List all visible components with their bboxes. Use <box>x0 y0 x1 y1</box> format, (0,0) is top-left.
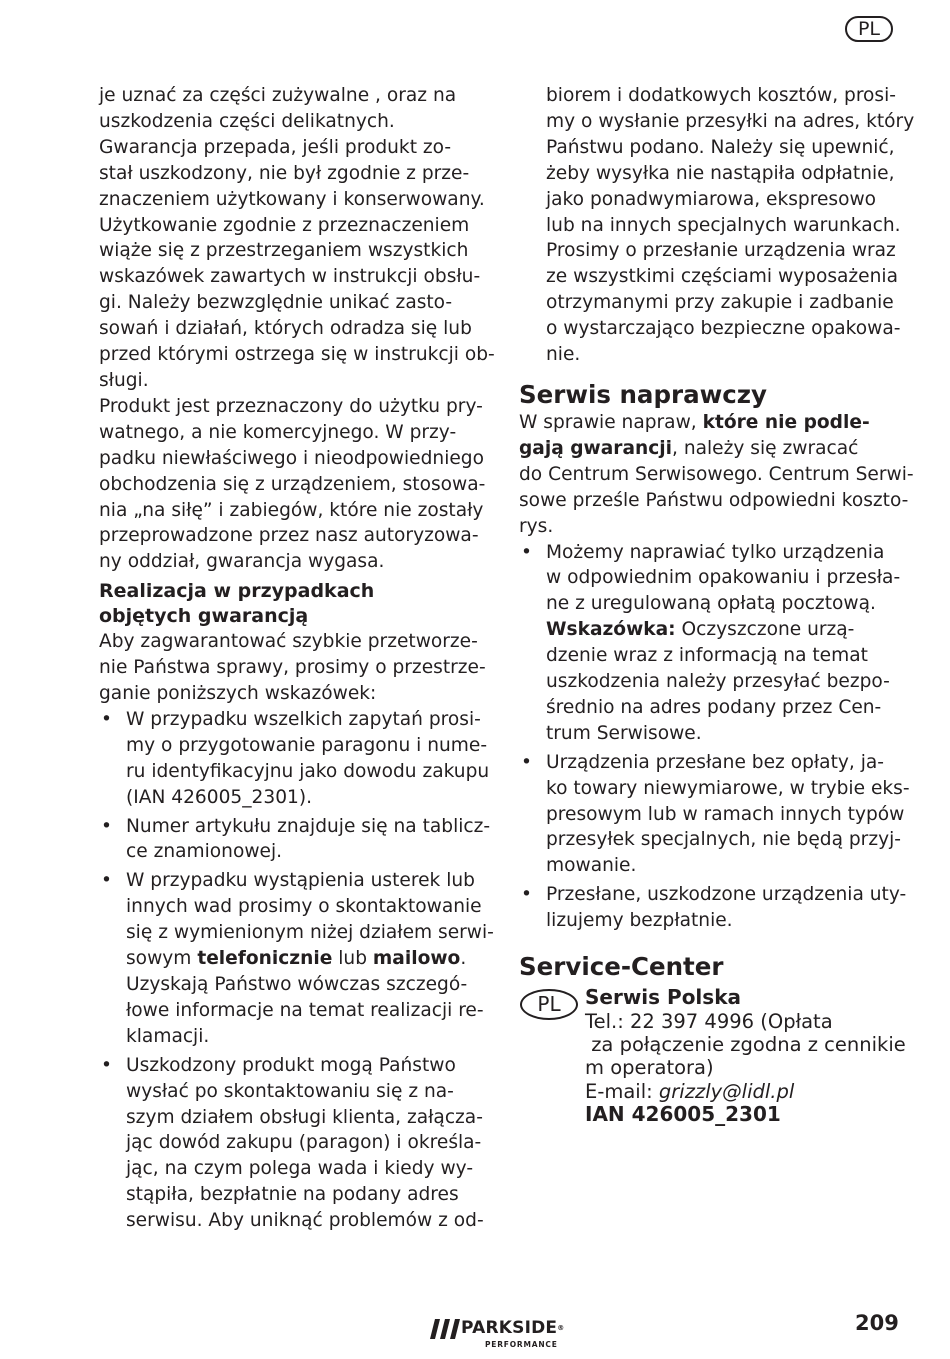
text-line: Prosimy o przesłanie urządzenia wraz <box>546 240 896 262</box>
brand-logo <box>430 1317 590 1353</box>
list-item <box>519 540 904 747</box>
text-line: innych wad prosimy o skontaktowanie <box>126 896 482 918</box>
text-line: przeprowadzone przez nasz autoryzowa- <box>99 525 479 547</box>
bullet-icon: • <box>101 815 112 837</box>
page-number: 209 <box>855 1311 899 1335</box>
text-line: wskazówek zawartych w instrukcji obsłu- <box>99 266 481 288</box>
text-line: ru identyfikacyjnu jako dowodu zakupu <box>126 760 490 782</box>
text-line: Możemy naprawiać tylko urządzenia <box>546 541 885 563</box>
text-line: ne z uregulowaną opłatą pocztową. <box>546 593 876 615</box>
paragraph <box>519 83 915 368</box>
text-line: lub na innych specjalnych warunkach. <box>546 214 901 236</box>
list-item <box>99 1053 483 1234</box>
text-line: do Centrum Serwisowego. Centrum Serwi- <box>519 463 914 485</box>
text-line: żeby wysyłka nie nastąpiła odpłatnie, <box>546 162 895 184</box>
bullet-icon: • <box>101 870 112 892</box>
text-fragment: Oczyszczone urzą- <box>675 619 855 641</box>
bullet-icon: • <box>521 541 532 563</box>
right-column <box>519 83 915 1127</box>
list-item <box>519 750 910 880</box>
bold-text: gają gwarancji <box>519 437 673 459</box>
text-line: sługi. <box>99 369 149 391</box>
text-line: Urządzenia przesłane bez opłaty, ja- <box>546 751 884 773</box>
text-line: stał uszkodzony, nie był zgodnie z prze- <box>99 162 470 184</box>
text-line: gi. Należy bezwzględnie unikać zasto- <box>99 292 453 314</box>
fee-note: m operatora) <box>585 1056 714 1080</box>
text-line: trum Serwisowe. <box>546 722 702 744</box>
text-line: watnego, a nie komercyjnego. W przy- <box>99 421 457 443</box>
text-line: biorem i dodatkowych kosztów, prosi- <box>546 85 896 106</box>
bullet-icon: • <box>521 751 532 773</box>
section-heading: Service-Center <box>519 952 724 982</box>
text-line: ganie poniższych wskazówek: <box>99 683 377 705</box>
text-line: Uzyskają Państwo wówczas szczegó- <box>126 974 468 995</box>
text-line: ny oddział, gwarancja wygasa. <box>99 551 385 573</box>
text-line: w odpowiednim opakowaniu i przesła- <box>546 567 901 589</box>
text-line: je uznać za części zużywalne , oraz na <box>99 85 457 106</box>
text-line: klamacji. <box>126 1025 210 1047</box>
text-line: nia „na siłę” i zabiegów, które nie zostały <box>99 499 484 521</box>
text-line: W przypadku wystąpienia usterek lub <box>126 870 475 892</box>
text-line: Uszkodzony produkt mogą Państwo <box>126 1054 456 1076</box>
paragraph <box>99 394 486 575</box>
text-line: Przesłane, uszkodzone urządzenia uty- <box>546 884 907 906</box>
bullet-list <box>519 540 910 935</box>
bullet-icon: • <box>101 1054 112 1076</box>
text-line: znaczeniem użytkowany i konserwowany. <box>99 188 485 210</box>
text-line: się z wymienionym niżej działem serwi- <box>126 922 494 944</box>
list-item <box>519 882 907 934</box>
text-line <box>519 436 904 462</box>
text-line: serwisu. Aby uniknąć problemów z od- <box>126 1210 484 1232</box>
text-line: stąpiła, bezpłatnie na podany adres <box>126 1184 459 1206</box>
email-line <box>585 1080 904 1103</box>
text-line: szym działem obsługi klienta, załącza- <box>126 1106 483 1128</box>
text-line: my o wysłanie przesyłki na adres, który <box>546 110 915 132</box>
text-fragment: lub <box>332 948 373 970</box>
text-fragment: sowym <box>126 948 198 970</box>
language-badge: PL <box>845 16 893 42</box>
text-line: my o przygotowanie paragonu i nume- <box>126 734 488 756</box>
text-line: obchodzenia się z urządzeniem, stosowa- <box>99 473 486 495</box>
subheading <box>99 579 483 629</box>
service-center-contact <box>519 986 904 1126</box>
text-line: presowym lub w ramach innych typów <box>546 803 905 825</box>
text-line: jąc, na czym polega wada i kiedy wy- <box>126 1158 474 1180</box>
text-line: lizujemy bezpłatnie. <box>546 910 733 932</box>
text-line: nie Państwa sprawy, prosimy o przestrze- <box>99 657 486 679</box>
registered-mark: ® <box>557 1324 565 1332</box>
text-line: nie. <box>546 344 581 366</box>
text-line <box>546 617 904 643</box>
list-item <box>99 868 494 1049</box>
text-line: ce znamionowej. <box>126 841 283 863</box>
note-label: Wskazówka: <box>546 619 676 641</box>
text-line: sowe prześle Państwu odpowiedni koszto- <box>519 489 909 511</box>
paragraph <box>99 135 495 394</box>
text-line: Numer artykułu znajduje się na tablicz- <box>126 815 491 837</box>
bold-text: telefonicznie <box>197 948 333 970</box>
brand-text: PARKSIDE <box>461 1318 558 1338</box>
contact-details <box>585 986 904 1126</box>
ian-number: IAN 426005_2301 <box>585 1102 781 1127</box>
text-fragment: , należy się zwracać <box>672 437 859 459</box>
email-label: E-mail: <box>585 1079 659 1103</box>
phone-line: Tel.: 22 397 4996 (Opłata <box>585 1009 833 1033</box>
text-line: dzenie wraz z informacją na temat <box>546 645 868 667</box>
text-line: sowań i działań, których odradza się lub <box>99 318 472 340</box>
text-line: wiąże się z przestrzeganiem wszystkich <box>99 240 469 262</box>
section-heading: Serwis naprawczy <box>519 379 768 409</box>
subheading-line: objętych gwarancją <box>99 605 309 628</box>
brand-stripes-icon <box>430 1319 460 1339</box>
bullet-list <box>99 707 494 1234</box>
text-line: uszkodzenia należy przesyłać bezpo- <box>546 671 890 693</box>
brand-subtitle: PERFORMANCE <box>485 1340 558 1349</box>
text-line: o wystarczająco bezpieczne opakowa- <box>546 318 901 340</box>
text-line: otrzymanymi przy zakupie i zadbanie <box>546 292 894 314</box>
text-line: średnio na adres podany przez Cen- <box>546 696 882 718</box>
text-line: Produkt jest przeznaczony do użytku pry- <box>99 395 483 417</box>
paragraph <box>99 629 486 707</box>
text-line: jąc dowód zakupu (paragon) i określa- <box>126 1132 482 1154</box>
paragraph <box>99 83 483 135</box>
text-line: rys. <box>519 515 554 537</box>
bullet-icon: • <box>521 884 532 906</box>
text-line: łowe informacje na temat realizacji re- <box>126 999 484 1021</box>
country-badge: PL <box>520 989 578 1020</box>
text-line: Użytkowanie zgodnie z przeznaczeniem <box>99 214 470 236</box>
text-line: mowanie. <box>546 855 637 877</box>
text-line: jako ponadwymiarowa, ekspresowo <box>546 188 877 210</box>
text-line: (IAN 426005_2301). <box>126 786 313 808</box>
text-fragment: . <box>460 948 467 970</box>
paragraph <box>519 410 914 540</box>
text-fragment: W sprawie napraw, <box>519 411 703 433</box>
service-name: Serwis Polska <box>585 985 741 1010</box>
text-line: Aby zagwarantować szybkie przetworze- <box>99 631 478 653</box>
list-item <box>99 707 490 811</box>
bold-text: które nie podle- <box>702 411 870 433</box>
text-line: wysłać po skontaktowaniu się z na- <box>126 1080 454 1102</box>
text-line <box>519 410 904 436</box>
bullet-icon: • <box>101 708 112 730</box>
text-line: ze wszystkimi częściami wyposażenia <box>546 266 898 288</box>
text-line: przed którymi ostrzega się w instrukcji ob- <box>99 344 495 366</box>
text-line: uszkodzenia części delikatnych. <box>99 110 395 132</box>
bold-text: mailowo <box>372 948 461 970</box>
text-line: padku niewłaściwego i nieodpowiedniego <box>99 447 484 469</box>
left-column <box>99 83 495 1234</box>
subheading-line: Realizacja w przypadkach <box>99 580 375 603</box>
text-line: przesyłek specjalnych, nie będą przyj- <box>546 829 901 851</box>
text-line: ko towary niewymiarowe, w trybie eks- <box>546 777 910 799</box>
email-link[interactable]: grizzly@lidl.pl <box>658 1079 795 1103</box>
brand-name <box>461 1317 564 1339</box>
text-line: Państwu podano. Należy się upewnić, <box>546 136 895 158</box>
list-item <box>99 814 491 866</box>
text-line: Gwarancja przepada, jeśli produkt zo- <box>99 136 452 158</box>
text-line <box>126 946 483 972</box>
text-line: W przypadku wszelkich zapytań prosi- <box>126 708 481 730</box>
fee-note: za połączenie zgodna z cennikie <box>585 1032 906 1056</box>
